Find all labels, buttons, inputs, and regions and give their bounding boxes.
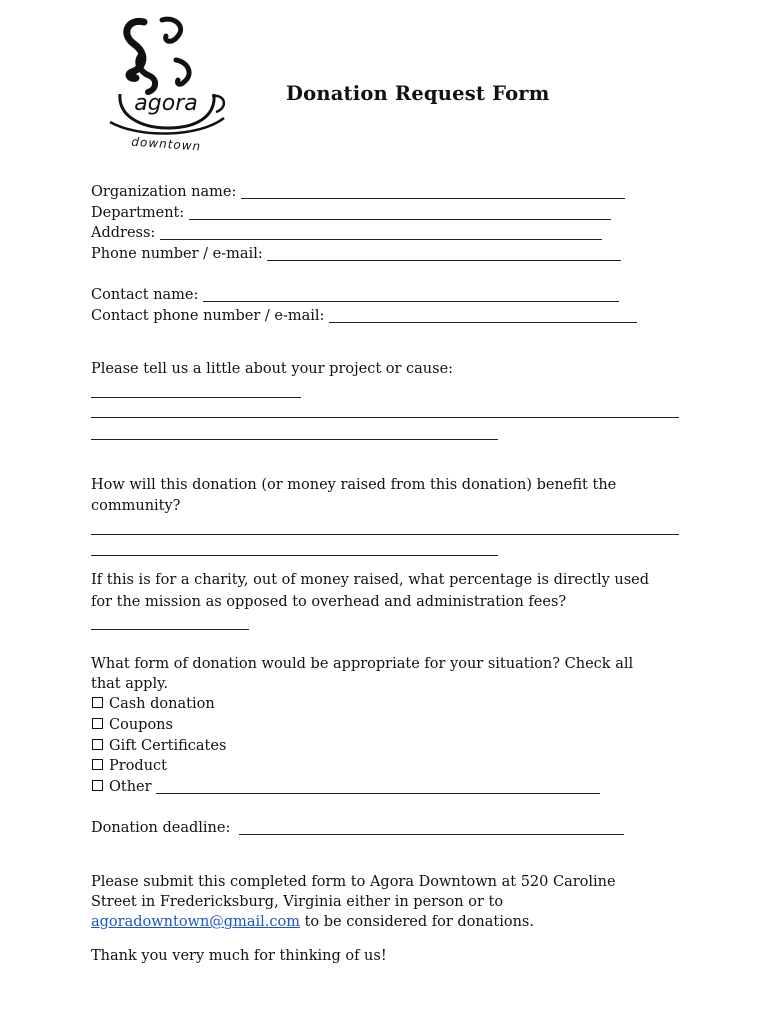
checkbox-icon[interactable]: [92, 697, 103, 708]
contact-phone-email-blank[interactable]: [329, 308, 637, 323]
phone-email-row: [91, 245, 621, 263]
phone-email-label: Phone number / e-mail:: [91, 246, 263, 262]
contact-phone-email-row: [91, 307, 637, 325]
checkbox-icon[interactable]: [92, 739, 103, 750]
department-label: Department:: [91, 205, 185, 221]
agora-downtown-logo: [104, 14, 230, 154]
deadline-blank[interactable]: [239, 820, 624, 835]
address-label: Address:: [91, 225, 156, 241]
thank-you-text: Thank you very much for thinking of us!: [91, 948, 387, 964]
contact-name-row: [91, 286, 619, 304]
project-question: Please tell us a little about your project or cause:: [91, 361, 454, 377]
contact-phone-email-label: Contact phone number / e-mail:: [91, 308, 325, 324]
department-row: [91, 204, 611, 222]
benefit-answer-line-2[interactable]: [91, 555, 498, 556]
charity-answer-line[interactable]: [91, 629, 249, 630]
benefit-answer-line-1[interactable]: [91, 534, 679, 535]
checkbox-icon[interactable]: [92, 759, 103, 770]
logo-downtown-text: downtown: [130, 134, 202, 154]
address-row: [91, 224, 602, 242]
option-coupons[interactable]: Coupons: [91, 716, 173, 734]
submit-line-3: [91, 913, 534, 931]
contact-name-blank[interactable]: [203, 287, 619, 302]
donation-form-question-line-2: that apply.: [91, 676, 168, 692]
project-answer-line-2[interactable]: [91, 417, 679, 418]
benefit-question-line-2: community?: [91, 498, 181, 514]
contact-name-label: Contact name:: [91, 287, 199, 303]
project-answer-line-3[interactable]: [91, 439, 498, 440]
project-answer-line-1[interactable]: [91, 397, 301, 398]
benefit-question-line-1: How will this donation (or money raised from this donation) benefit the: [91, 477, 617, 493]
form-title: Donation Request Form: [286, 82, 550, 105]
logo-agora-text: agora: [134, 91, 198, 116]
deadline-label: Donation deadline:: [91, 820, 231, 836]
checkbox-icon[interactable]: [92, 718, 103, 729]
deadline-row: [91, 819, 624, 837]
address-blank[interactable]: [160, 225, 602, 240]
submit-line-1: Please submit this completed form to Agora Downtown at 520 Caroline: [91, 874, 616, 890]
option-other[interactable]: Other: [91, 778, 600, 796]
organization-name-label: Organization name:: [91, 184, 237, 200]
checkbox-icon[interactable]: [92, 780, 103, 791]
other-blank[interactable]: [156, 779, 600, 794]
department-blank[interactable]: [189, 205, 611, 220]
charity-question-line-2: for the mission as opposed to overhead and administration fees?: [91, 594, 567, 610]
email-link[interactable]: agoradowntown@gmail.com: [91, 914, 300, 930]
option-product[interactable]: Product: [91, 757, 167, 775]
donation-form-question-line-1: What form of donation would be appropriate for your situation? Check all: [91, 656, 634, 672]
phone-email-blank[interactable]: [267, 246, 621, 261]
option-cash-donation[interactable]: Cash donation: [91, 695, 215, 713]
submit-line-3-suffix: to be considered for donations.: [299, 914, 534, 930]
option-gift-certificates[interactable]: Gift Certificates: [91, 737, 226, 755]
organization-name-row: [91, 183, 625, 201]
charity-question-line-1: If this is for a charity, out of money raised, what percentage is directly used: [91, 572, 650, 588]
organization-name-blank[interactable]: [241, 184, 625, 199]
submit-line-2: Street in Fredericksburg, Virginia either in person or to: [91, 894, 504, 910]
